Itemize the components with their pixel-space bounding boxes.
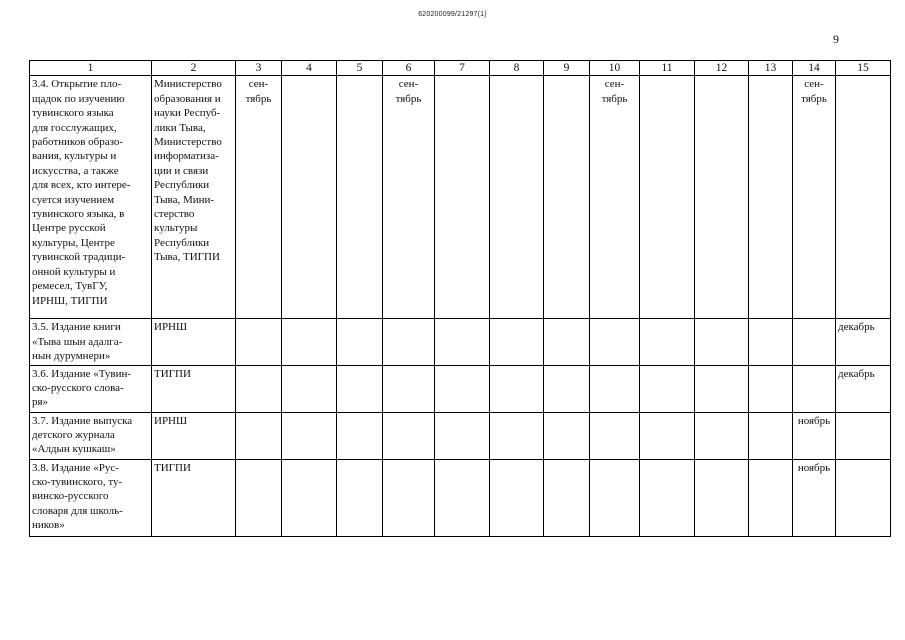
- header-cell: 13: [749, 61, 793, 76]
- empty-cell: [544, 459, 590, 536]
- header-cell: 5: [337, 61, 383, 76]
- empty-cell: [435, 459, 490, 536]
- deadline-cell: [236, 412, 282, 459]
- deadline-cell: [836, 412, 891, 459]
- header-cell: 15: [836, 61, 891, 76]
- deadline-cell: [383, 319, 435, 365]
- empty-cell: [337, 365, 383, 412]
- executor-cell: ТИГПИ: [152, 365, 236, 412]
- deadline-cell: декабрь: [836, 365, 891, 412]
- empty-cell: [695, 459, 749, 536]
- executor-cell: ИРНШ: [152, 412, 236, 459]
- plan-table: [29, 60, 891, 537]
- empty-cell: [435, 319, 490, 365]
- header-cell: 9: [544, 61, 590, 76]
- empty-cell: [282, 412, 337, 459]
- activity-cell: 3.7. Издание выпуска детского журнала «Алдын кушкаш»: [30, 412, 152, 459]
- empty-cell: [490, 76, 544, 319]
- empty-cell: [695, 365, 749, 412]
- deadline-cell: ноябрь: [793, 459, 836, 536]
- deadline-cell: [590, 412, 640, 459]
- deadline-cell: [590, 459, 640, 536]
- page-number: 9: [833, 32, 839, 46]
- activity-cell: 3.4. Открытие пло- щадок по изучению тувинского языка для госслужащих, работников образо- вания, культуры и искусства, а также для всех, кто интере- суется изучением тувинского языка, в Центре русской культуры, Центре тувинской традици- онной культуры и ремесел, ТувГУ, ИРНШ, ТИГПИ: [30, 76, 152, 319]
- empty-cell: [435, 76, 490, 319]
- header-cell: 2: [152, 61, 236, 76]
- deadline-cell: [590, 365, 640, 412]
- header-cell: 7: [435, 61, 490, 76]
- header-row: [30, 61, 891, 76]
- deadline-cell: [383, 459, 435, 536]
- deadline-cell: [236, 459, 282, 536]
- document-id: 620200099/21297(1): [418, 11, 487, 18]
- empty-cell: [640, 365, 695, 412]
- empty-cell: [337, 412, 383, 459]
- header-cell: 12: [695, 61, 749, 76]
- deadline-cell: сен- тябрь: [383, 76, 435, 319]
- empty-cell: [749, 365, 793, 412]
- empty-cell: [749, 319, 793, 365]
- empty-cell: [749, 459, 793, 536]
- empty-cell: [490, 459, 544, 536]
- table-row: [30, 319, 891, 365]
- empty-cell: [640, 412, 695, 459]
- deadline-cell: сен- тябрь: [793, 76, 836, 319]
- activity-cell: 3.8. Издание «Рус- ско-тувинского, ту- винско-русского словаря для школь- ников»: [30, 459, 152, 536]
- deadline-cell: [836, 76, 891, 319]
- empty-cell: [544, 76, 590, 319]
- deadline-cell: [793, 365, 836, 412]
- empty-cell: [337, 319, 383, 365]
- deadline-cell: [383, 412, 435, 459]
- table-row: [30, 365, 891, 412]
- table-row: [30, 412, 891, 459]
- empty-cell: [490, 319, 544, 365]
- empty-cell: [695, 76, 749, 319]
- empty-cell: [435, 412, 490, 459]
- header-cell: 3: [236, 61, 282, 76]
- table-row: [30, 76, 891, 319]
- empty-cell: [544, 412, 590, 459]
- header-cell: 14: [793, 61, 836, 76]
- deadline-cell: [383, 365, 435, 412]
- empty-cell: [282, 76, 337, 319]
- empty-cell: [282, 319, 337, 365]
- header-cell: 11: [640, 61, 695, 76]
- deadline-cell: [836, 459, 891, 536]
- empty-cell: [749, 76, 793, 319]
- deadline-cell: декабрь: [836, 319, 891, 365]
- executor-cell: ИРНШ: [152, 319, 236, 365]
- empty-cell: [337, 76, 383, 319]
- empty-cell: [695, 412, 749, 459]
- header-cell: 1: [30, 61, 152, 76]
- empty-cell: [337, 459, 383, 536]
- executor-cell: ТИГПИ: [152, 459, 236, 536]
- header-cell: 6: [383, 61, 435, 76]
- deadline-cell: [236, 319, 282, 365]
- deadline-cell: [236, 365, 282, 412]
- empty-cell: [695, 319, 749, 365]
- deadline-cell: [590, 319, 640, 365]
- empty-cell: [490, 365, 544, 412]
- empty-cell: [490, 412, 544, 459]
- empty-cell: [435, 365, 490, 412]
- deadline-cell: сен- тябрь: [590, 76, 640, 319]
- header-cell: 10: [590, 61, 640, 76]
- header-cell: 4: [282, 61, 337, 76]
- empty-cell: [282, 365, 337, 412]
- activity-cell: 3.6. Издание «Тувин- ско-русского слова- ря»: [30, 365, 152, 412]
- empty-cell: [640, 319, 695, 365]
- table-row: [30, 459, 891, 536]
- deadline-cell: [793, 319, 836, 365]
- activity-cell: 3.5. Издание книги «Тыва шын адалга- нын дурумнери»: [30, 319, 152, 365]
- empty-cell: [640, 459, 695, 536]
- deadline-cell: ноябрь: [793, 412, 836, 459]
- empty-cell: [544, 319, 590, 365]
- empty-cell: [282, 459, 337, 536]
- empty-cell: [749, 412, 793, 459]
- empty-cell: [544, 365, 590, 412]
- deadline-cell: сен- тябрь: [236, 76, 282, 319]
- header-cell: 8: [490, 61, 544, 76]
- empty-cell: [640, 76, 695, 319]
- executor-cell: Министерство образования и науки Респуб- лики Тыва, Министерство информатиза- ции и связи Республики Тыва, Мини- стерство культуры Республики Тыва, ТИГПИ: [152, 76, 236, 319]
